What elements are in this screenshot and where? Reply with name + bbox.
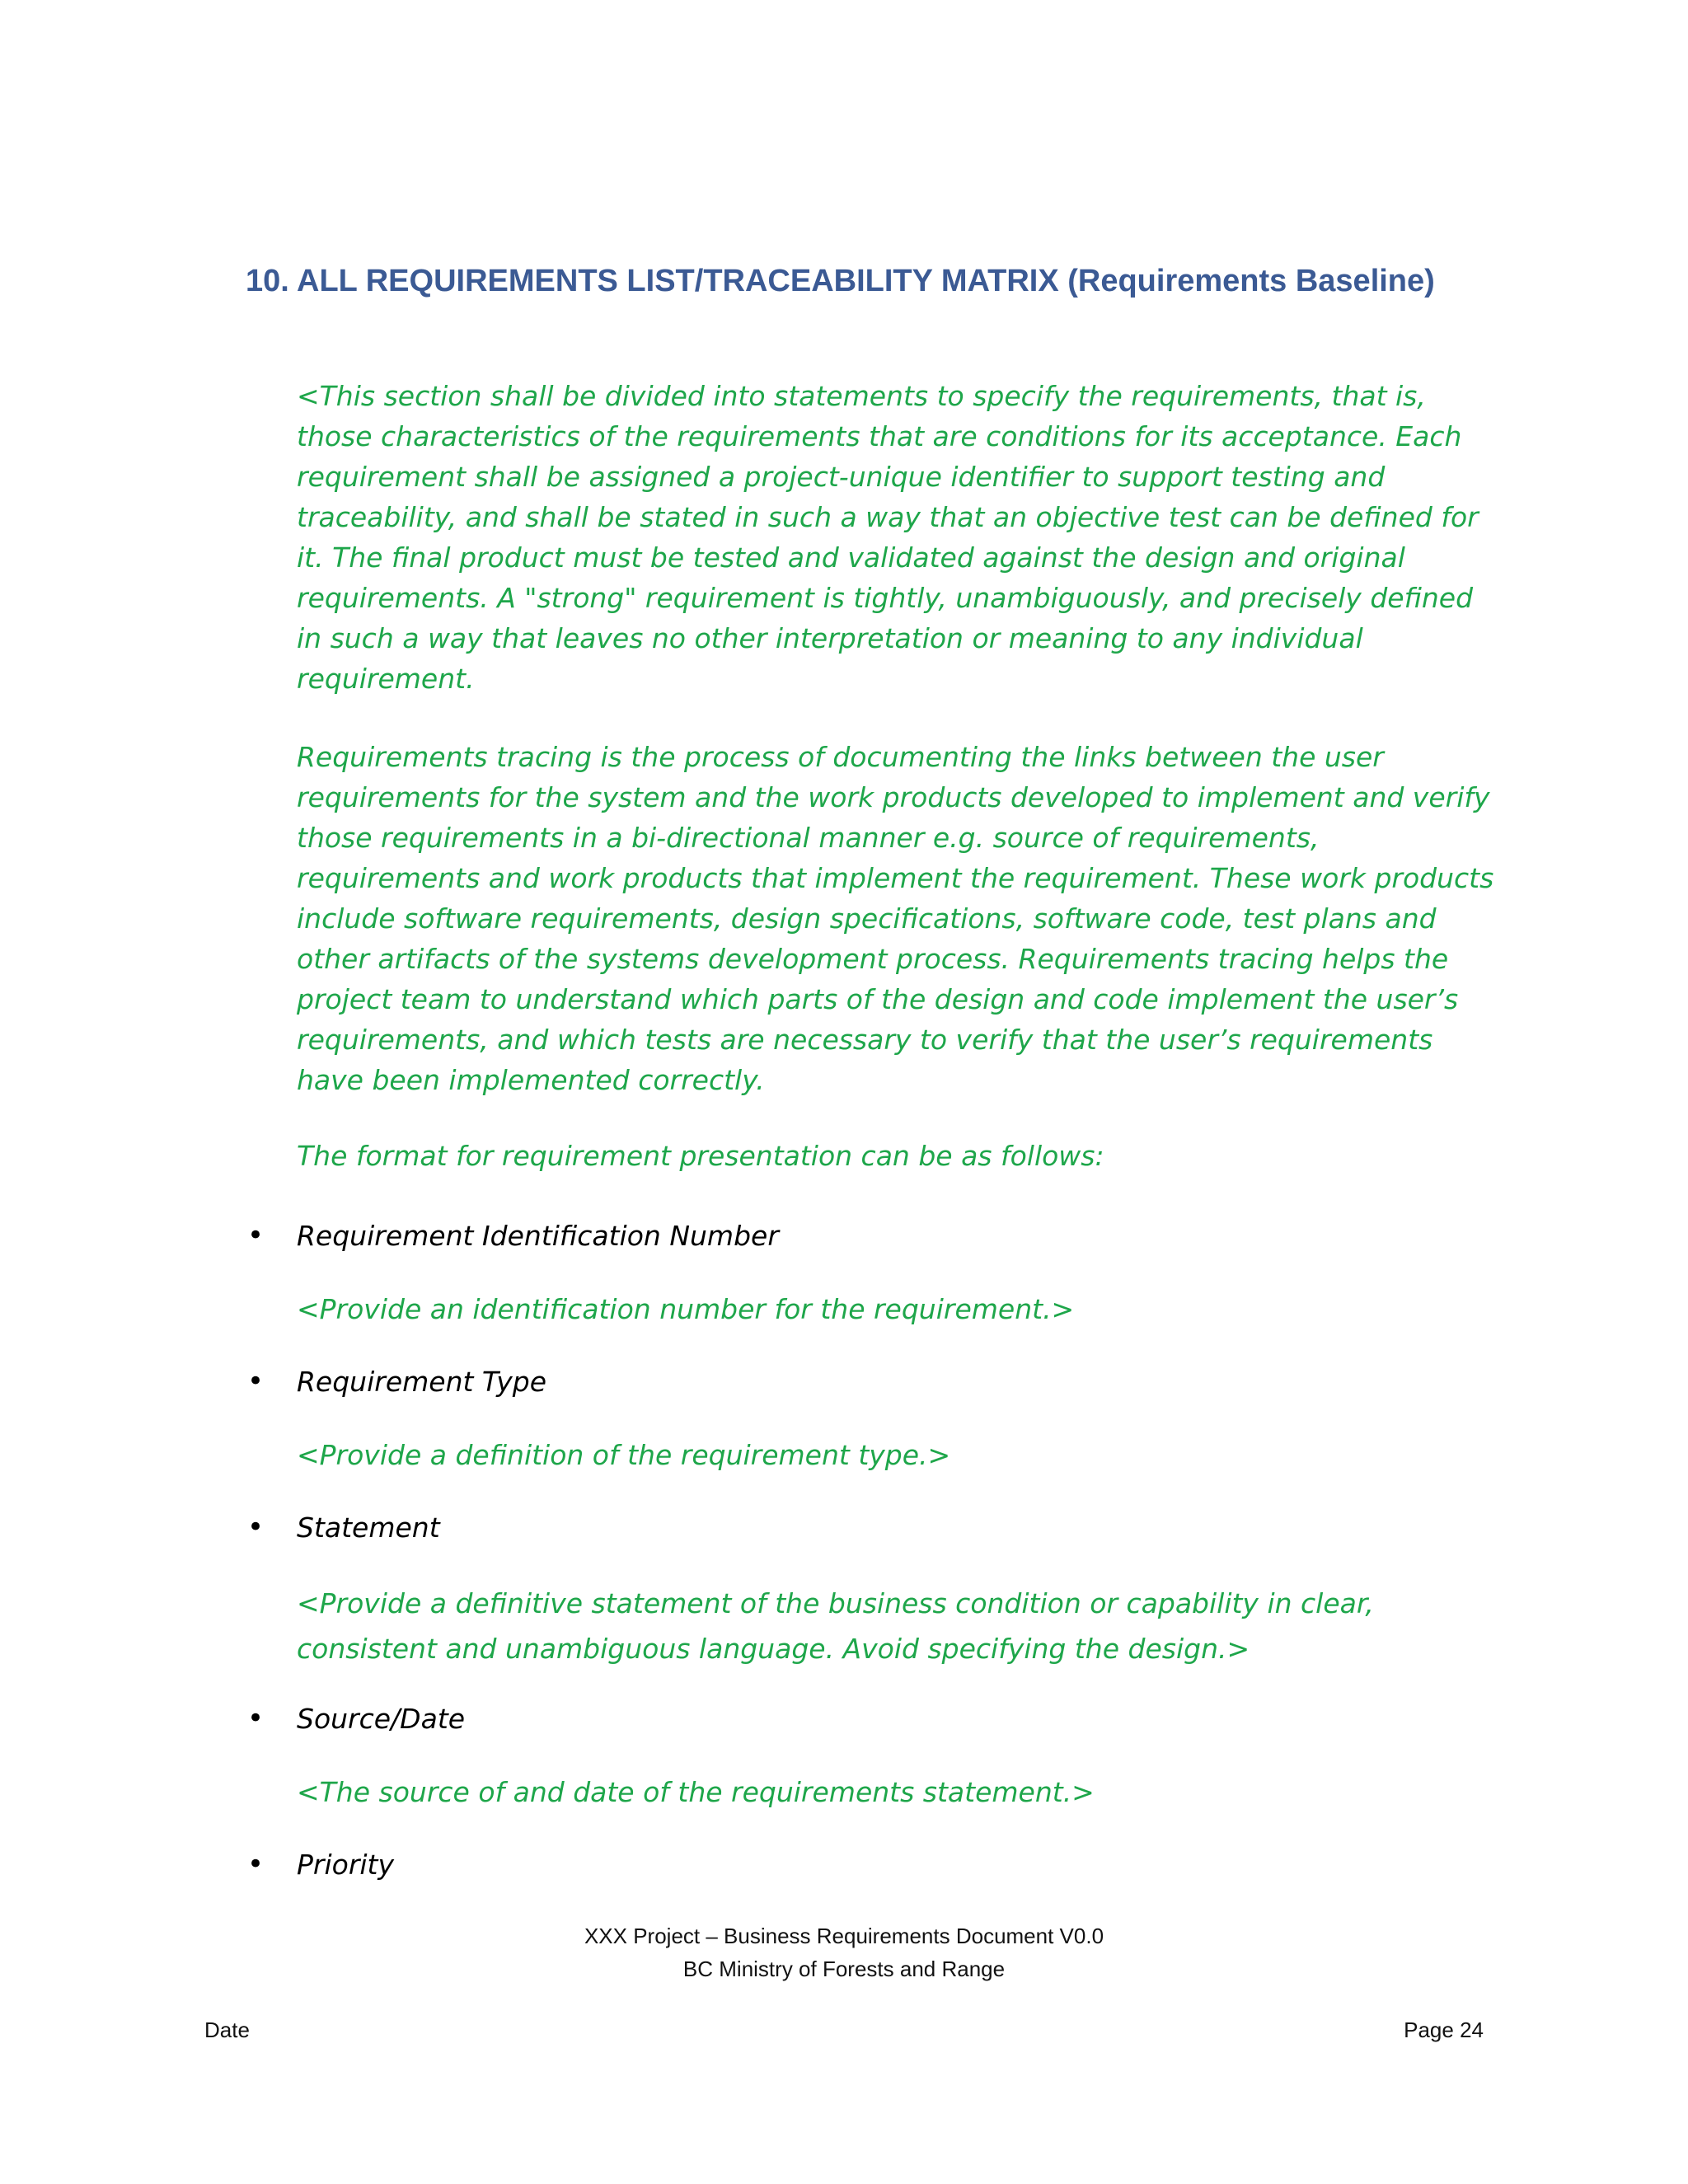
format-intro-paragraph: The format for requirement presentation can be as follows: bbox=[297, 1140, 1104, 1172]
tracing-paragraph: Requirements tracing is the process of documenting the links between the user requirements for the system and the work products developed to implement and verify those requirements in a bi-directional manner e.g. source of requirements, requirements and work products that implement the requirement. These work products include software requirements, design specifications, software code, test plans and other artifacts of the systems development process. Requirements tracing helps the project team to understand which parts of the design and code implement the user’s requirements, and which tests are necessary to verify that the user’s requirements have been implemented correctly. bbox=[297, 741, 1494, 1096]
section-heading bbox=[246, 262, 1498, 300]
bullet-description: <Provide a definitive statement of the business condition or capability in clear, consistent and unambiguous language. Avoid specifying the design.> bbox=[297, 1587, 1374, 1665]
bullet-icon: • bbox=[247, 1848, 265, 1881]
bullet-description: <The source of and date of the requirements statement.> bbox=[297, 1776, 1095, 1808]
footer-project-title: XXX Project – Business Requirements Document V0.0 bbox=[584, 1924, 1104, 1948]
bullet-description: <Provide a definition of the requirement type.> bbox=[297, 1439, 951, 1471]
footer-organization: BC Ministry of Forests and Range bbox=[682, 1957, 1006, 1981]
section-number: 10. bbox=[246, 264, 289, 298]
bullet-description: <Provide an identification number for the requirement.> bbox=[297, 1293, 1075, 1325]
bullet-label: Requirement Type bbox=[297, 1366, 546, 1398]
bullet-icon: • bbox=[247, 1219, 265, 1252]
bullet-label: Requirement Identification Number bbox=[297, 1220, 779, 1252]
intro-paragraph: <This section shall be divided into statements to specify the requirements, that is, those characteristics of the requirements that are conditions for its acceptance. Each requirement shall be assigned a project-unique identifier to support testing and traceability, and shall be stated in such a way that an objective test can be defined for it. The final product must be tested and validated against the design and original requirements. A "strong" requirement is tightly, unambiguously, and precisely defined in such a way that leaves no other interpretation or meaning to any individual requirement. bbox=[297, 380, 1479, 695]
footer-date: Date bbox=[204, 2018, 250, 2042]
bullet-icon: • bbox=[247, 1511, 265, 1544]
bullet-label: Source/Date bbox=[297, 1703, 466, 1735]
bullet-label: Statement bbox=[297, 1511, 440, 1544]
bullet-label: Priority bbox=[297, 1849, 395, 1881]
bullet-icon: • bbox=[247, 1365, 265, 1398]
footer-page-number: Page 24 bbox=[1404, 2018, 1484, 2042]
section-title: ALL REQUIREMENTS LIST/TRACEABILITY MATRIX (Requirements Baseline) bbox=[297, 264, 1435, 298]
bullet-icon: • bbox=[247, 1702, 265, 1735]
